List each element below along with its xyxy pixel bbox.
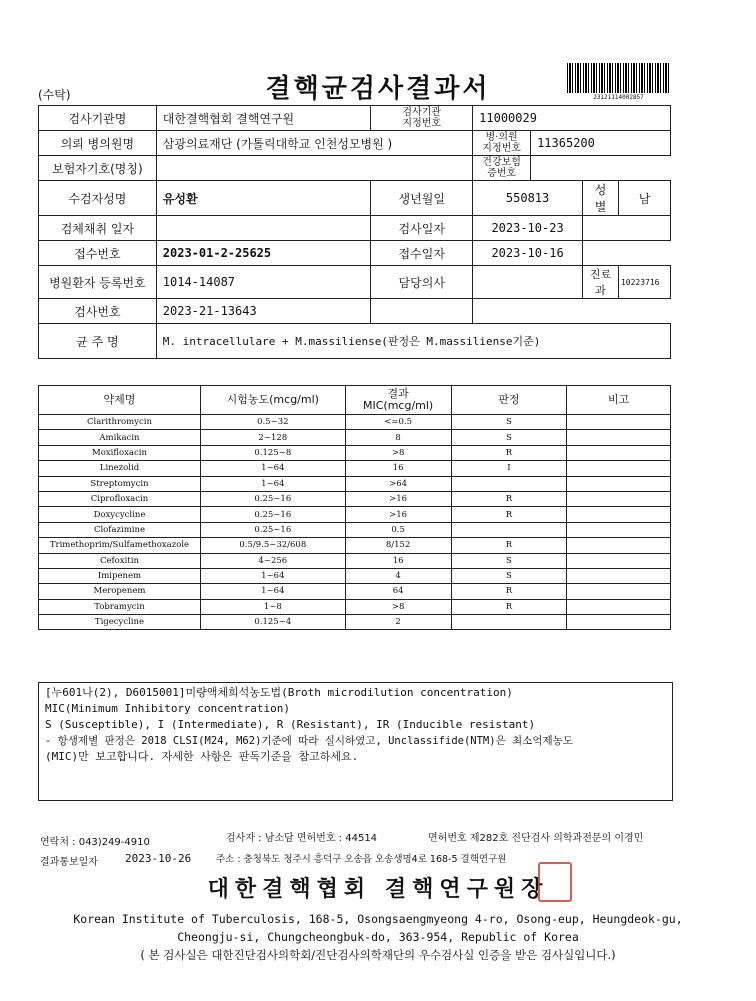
mic-result: >16 <box>345 491 451 506</box>
drug-name: Tobramycin <box>39 599 201 614</box>
remarks <box>567 615 671 630</box>
drug-row <box>39 507 671 522</box>
mic-result: 2 <box>345 615 451 630</box>
header-mic: 결과 MIC(mcg/ml) <box>345 386 451 415</box>
report-date-value: 2023-10-26 <box>125 852 192 865</box>
drug-name: Linezolid <box>39 461 201 476</box>
test-concentration: 0.25~16 <box>200 507 345 522</box>
drug-name: Imipenem <box>39 568 201 583</box>
mic-result: 64 <box>345 584 451 599</box>
org-id-value: 11000029 <box>473 106 671 131</box>
doctor-value <box>473 266 583 299</box>
drug-row <box>39 445 671 460</box>
english-address-line2: Cheongju-si, Chungcheongbuk-do, 363-954, Republic of Korea <box>177 930 579 944</box>
drug-row <box>39 461 671 476</box>
mic-result: >16 <box>345 507 451 522</box>
drug-row <box>39 553 671 568</box>
clinic-id-label: 병·의원 지정번호 <box>473 131 531 156</box>
insured-value <box>156 156 472 181</box>
drug-row <box>39 522 671 537</box>
remarks <box>567 476 671 491</box>
test-concentration: 0.125~4 <box>200 615 345 630</box>
org-label: 검사기관명 <box>39 106 157 131</box>
patient-name: 유성환 <box>156 181 371 216</box>
drug-name: Trimethoprim/Sulfamethoxazole <box>39 538 201 553</box>
dob-label: 생년월일 <box>371 181 473 216</box>
test-concentration: 0.125~8 <box>200 445 345 460</box>
drug-rows <box>39 415 671 630</box>
certification-note: ( 본 검사실은 대한진단검사의학회/진단검사의학재단의 우수검사실 인증을 받은 검사실입니다.) <box>140 948 616 962</box>
test-date-value: 2023-10-23 <box>473 216 583 241</box>
collect-value <box>156 216 371 241</box>
report-date-label: 결과통보일자 <box>40 857 98 868</box>
interpretation: S <box>451 553 567 568</box>
test-concentration: 0.25~16 <box>200 522 345 537</box>
test-concentration: 0.5~32 <box>200 415 345 430</box>
note-line: [누601나(2), D6015001]미량액체희석농도법(Broth microdilution concentration) <box>45 686 513 699</box>
accession-value: 2023-01-2-25625 <box>156 241 371 266</box>
empty-cell <box>583 216 671 241</box>
mic-result: >8 <box>345 599 451 614</box>
remarks <box>567 568 671 583</box>
drug-row <box>39 599 671 614</box>
requester-value: 삼광의료재단 (가톨릭대학교 인천성모병원 ) <box>156 131 472 156</box>
note-line: S (Susceptible), I (Intermediate), R (Resistant), IR (Inducible resistant) <box>45 718 536 731</box>
barcode-image <box>567 63 670 93</box>
org-id-label: 검사기관 지정번호 <box>371 106 473 131</box>
test-no-label: 검사번호 <box>39 299 157 324</box>
test-concentration: 2~128 <box>200 430 345 445</box>
hosp-reg-value: 1014-14087 <box>156 266 371 299</box>
interpretation: S <box>451 430 567 445</box>
empty-cell <box>371 299 473 324</box>
remarks <box>567 553 671 568</box>
note-line: - 항생제별 판정은 2018 CLSI(M24, M62)기준에 따라 실시하였고, Unclassifide(NTM)은 최소억제농도 <box>45 735 573 747</box>
drug-name: Meropenem <box>39 584 201 599</box>
interpretation: R <box>451 584 567 599</box>
test-no-value: 2023-21-13643 <box>156 299 371 324</box>
contact: 연락처 : 043)249-4910 <box>40 837 150 848</box>
drug-name: Streptomycin <box>39 476 201 491</box>
insured-label: 보험자기호(명칭) <box>39 156 157 181</box>
clinic-id-value: 11365200 <box>531 131 671 156</box>
drug-row <box>39 476 671 491</box>
dept-value: 10223716 <box>618 266 670 299</box>
organization-name: 대한결핵협회 결핵연구원장 <box>207 876 549 902</box>
requester-label: 의뢰 병의원명 <box>39 131 157 156</box>
interpretation: S <box>451 568 567 583</box>
test-concentration: 1~8 <box>200 599 345 614</box>
remarks <box>567 415 671 430</box>
drug-name: Clarithromycin <box>39 415 201 430</box>
test-concentration: 1~64 <box>200 584 345 599</box>
interpretation: R <box>451 538 567 553</box>
mic-result: 8 <box>345 430 451 445</box>
drug-row <box>39 430 671 445</box>
remarks <box>567 522 671 537</box>
collect-label: 검체채취 일자 <box>39 216 157 241</box>
test-concentration: 1~64 <box>200 568 345 583</box>
test-concentration: 0.5/9.5~32/608 <box>200 538 345 553</box>
mic-result: 0.5 <box>345 522 451 537</box>
interpretation <box>451 522 567 537</box>
mic-result: >8 <box>345 445 451 460</box>
drug-name: Ciprofloxacin <box>39 491 201 506</box>
dept-label: 진료과 <box>583 266 619 299</box>
remarks <box>567 584 671 599</box>
health-ins-label: 건강보험 증번호 <box>473 156 531 181</box>
patient-info-table <box>38 105 671 359</box>
test-concentration: 1~64 <box>200 476 345 491</box>
susceptibility-table <box>38 385 671 630</box>
header-interpretation: 판정 <box>451 386 567 415</box>
remarks <box>567 461 671 476</box>
note-line: MIC(Minimum Inhibitory concentration) <box>45 702 291 715</box>
remarks <box>567 538 671 553</box>
drug-row <box>39 538 671 553</box>
receipt-date-label: 접수일자 <box>371 241 473 266</box>
mic-result: 4 <box>345 568 451 583</box>
interpretation <box>451 476 567 491</box>
mic-result: 8/152 <box>345 538 451 553</box>
interpretation <box>451 615 567 630</box>
drug-name: Moxifloxacin <box>39 445 201 460</box>
official-seal-icon <box>538 862 572 902</box>
interpretation: R <box>451 445 567 460</box>
note-line: (MIC)만 보고합니다. 자세한 사항은 판독기준을 참고하세요. <box>45 750 359 763</box>
sex-value: 남 <box>618 181 670 216</box>
doctor-label: 담당의사 <box>371 266 473 299</box>
barcode-number: 23121114002857 <box>593 94 644 101</box>
drug-name: Tigecycline <box>39 615 201 630</box>
tester: 검사자 : 남소담 면허번호 : 44514 <box>226 833 378 844</box>
health-ins-value <box>531 156 671 181</box>
test-date-label: 검사일자 <box>371 216 473 241</box>
test-concentration: 0.25~16 <box>200 491 345 506</box>
header-drug: 약제명 <box>39 386 201 415</box>
test-concentration: 4~256 <box>200 553 345 568</box>
drug-row <box>39 491 671 506</box>
mic-result: 16 <box>345 461 451 476</box>
method-notes <box>38 682 673 801</box>
interpretation: R <box>451 507 567 522</box>
drug-row <box>39 568 671 583</box>
patient-label: 수검자성명 <box>39 181 157 216</box>
drug-name: Doxycycline <box>39 507 201 522</box>
remarks <box>567 507 671 522</box>
test-concentration: 1~64 <box>200 461 345 476</box>
receipt-date-value: 2023-10-16 <box>473 241 583 266</box>
drug-name: Clofazimine <box>39 522 201 537</box>
accession-label: 접수번호 <box>39 241 157 266</box>
address: 주소 : 충청북도 청주시 흥덕구 오송읍 오송생명4로 168-5 결핵연구원 <box>216 854 507 865</box>
organism-value: M. intracellulare + M.massiliense(판정은 M.massiliense기준) <box>156 324 670 359</box>
mic-result: 16 <box>345 553 451 568</box>
empty-cell <box>583 241 671 266</box>
interpretation: I <box>451 461 567 476</box>
interpretation: R <box>451 491 567 506</box>
specialist: 면허번호 제282호 진단검사 의학과전문의 이경민 <box>428 833 644 844</box>
remarks <box>567 430 671 445</box>
interpretation: S <box>451 415 567 430</box>
document-tag: (수탁) <box>38 88 71 102</box>
remarks <box>567 491 671 506</box>
dob-value: 550813 <box>473 181 583 216</box>
drug-row <box>39 584 671 599</box>
interpretation: R <box>451 599 567 614</box>
empty-cell <box>473 299 671 324</box>
drug-row <box>39 415 671 430</box>
sex-label: 성별 <box>583 181 619 216</box>
mic-result: <=0.5 <box>345 415 451 430</box>
drug-row <box>39 615 671 630</box>
drug-name: Cefoxitin <box>39 553 201 568</box>
document-title: 결핵균검사결과서 <box>265 74 491 104</box>
remarks <box>567 445 671 460</box>
organism-label: 균 주 명 <box>39 324 157 359</box>
english-address-line1: Korean Institute of Tuberculosis, 168-5, Osongsaengmyeong 4-ro, Osong-eup, Heungdeok-gu, <box>73 912 683 926</box>
drug-name: Amikacin <box>39 430 201 445</box>
hosp-reg-label: 병원환자 등록번호 <box>39 266 157 299</box>
header-test-conc: 시험농도(mcg/ml) <box>200 386 345 415</box>
header-remarks: 비고 <box>567 386 671 415</box>
org-value: 대한결핵협회 결핵연구원 <box>156 106 371 131</box>
mic-result: >64 <box>345 476 451 491</box>
remarks <box>567 599 671 614</box>
